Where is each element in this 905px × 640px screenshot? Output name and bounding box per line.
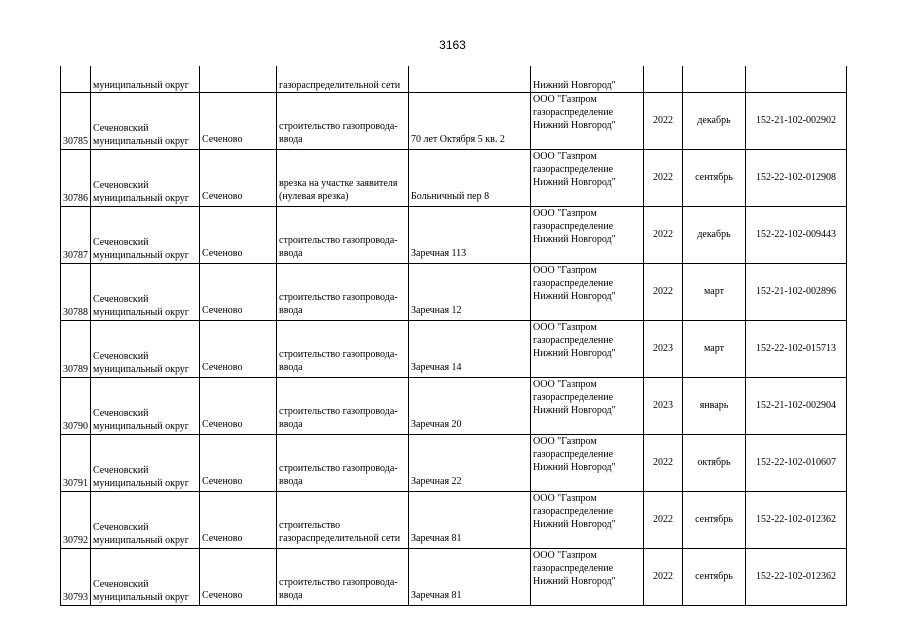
cell-settlement: Сеченово (200, 435, 277, 492)
cell-settlement (200, 66, 277, 93)
cell-district: Сеченовский муниципальный округ (91, 492, 200, 549)
cell-num: 30786 (61, 150, 91, 207)
cell-organization: ООО "Газпром газораспределение Нижний Новгород" (531, 435, 644, 492)
cell-code: 152-22-102-009443 (746, 207, 847, 264)
cell-work: строительство газораспределительной сети (277, 492, 409, 549)
cell-work: строительство газопровода- ввода (277, 321, 409, 378)
cell-num: 30793 (61, 549, 91, 606)
cell-settlement: Сеченово (200, 549, 277, 606)
cell-work: строительство газопровода- ввода (277, 207, 409, 264)
cell-settlement: Сеченово (200, 93, 277, 150)
cell-num (61, 66, 91, 93)
cell-address: Заречная 113 (409, 207, 531, 264)
cell-address: Заречная 81 (409, 492, 531, 549)
cell-settlement: Сеченово (200, 378, 277, 435)
table-row (61, 264, 847, 321)
table-row (61, 435, 847, 492)
cell-year: 2022 (644, 150, 683, 207)
cell-year: 2023 (644, 378, 683, 435)
cell-year: 2023 (644, 321, 683, 378)
cell-settlement: Сеченово (200, 264, 277, 321)
cell-address (409, 66, 531, 93)
cell-address: Заречная 14 (409, 321, 531, 378)
cell-district: Сеченовский муниципальный округ (91, 378, 200, 435)
cell-work: врезка на участке заявителя (нулевая врезка) (277, 150, 409, 207)
cell-address: Заречная 20 (409, 378, 531, 435)
cell-address: Заречная 81 (409, 549, 531, 606)
cell-num: 30789 (61, 321, 91, 378)
table-row-partial (61, 66, 847, 93)
cell-organization: ООО "Газпром газораспределение Нижний Новгород" (531, 207, 644, 264)
cell-year: 2022 (644, 264, 683, 321)
registry-table-body (61, 66, 847, 606)
cell-month: сентябрь (683, 492, 746, 549)
cell-organization: ООО "Газпром газораспределение Нижний Новгород" (531, 492, 644, 549)
cell-organization: ООО "Газпром газораспределение Нижний Новгород" (531, 321, 644, 378)
cell-organization: ООО "Газпром газораспределение Нижний Новгород" (531, 549, 644, 606)
cell-work: газораспределительной сети (277, 66, 409, 93)
table-row (61, 492, 847, 549)
cell-settlement: Сеченово (200, 207, 277, 264)
cell-month: январь (683, 378, 746, 435)
cell-code: 152-21-102-002896 (746, 264, 847, 321)
cell-district: Сеченовский муниципальный округ (91, 435, 200, 492)
cell-address: Заречная 12 (409, 264, 531, 321)
cell-num: 30788 (61, 264, 91, 321)
cell-settlement: Сеченово (200, 321, 277, 378)
table-row (61, 207, 847, 264)
table-row (61, 549, 847, 606)
cell-district: Сеченовский муниципальный округ (91, 549, 200, 606)
cell-organization: ООО "Газпром газораспределение Нижний Новгород" (531, 93, 644, 150)
cell-month: сентябрь (683, 549, 746, 606)
cell-month: март (683, 321, 746, 378)
cell-month: декабрь (683, 93, 746, 150)
cell-district: Сеченовский муниципальный округ (91, 150, 200, 207)
cell-year: 2022 (644, 549, 683, 606)
cell-work: строительство газопровода- ввода (277, 93, 409, 150)
cell-district: муниципальный округ (91, 66, 200, 93)
cell-month: сентябрь (683, 150, 746, 207)
cell-district: Сеченовский муниципальный округ (91, 264, 200, 321)
cell-num: 30787 (61, 207, 91, 264)
cell-work: строительство газопровода- ввода (277, 378, 409, 435)
cell-address: Больничный пер 8 (409, 150, 531, 207)
cell-code: 152-22-102-012908 (746, 150, 847, 207)
cell-month: октябрь (683, 435, 746, 492)
cell-code: 152-22-102-012362 (746, 492, 847, 549)
cell-organization: Нижний Новгород" (531, 66, 644, 93)
cell-num: 30791 (61, 435, 91, 492)
cell-address: Заречная 22 (409, 435, 531, 492)
cell-month: март (683, 264, 746, 321)
cell-code: 152-21-102-002904 (746, 378, 847, 435)
cell-address: 70 лет Октября 5 кв. 2 (409, 93, 531, 150)
cell-district: Сеченовский муниципальный округ (91, 93, 200, 150)
cell-code: 152-22-102-012362 (746, 549, 847, 606)
cell-code: 152-21-102-002902 (746, 93, 847, 150)
page-number: 3163 (439, 38, 466, 52)
table-row (61, 93, 847, 150)
cell-num: 30785 (61, 93, 91, 150)
cell-work: строительство газопровода- ввода (277, 264, 409, 321)
cell-year: 2022 (644, 492, 683, 549)
cell-work: строительство газопровода- ввода (277, 435, 409, 492)
cell-organization: ООО "Газпром газораспределение Нижний Новгород" (531, 378, 644, 435)
cell-organization: ООО "Газпром газораспределение Нижний Новгород" (531, 264, 644, 321)
cell-num: 30790 (61, 378, 91, 435)
table-row (61, 150, 847, 207)
cell-year: 2022 (644, 435, 683, 492)
cell-year: 2022 (644, 207, 683, 264)
cell-settlement: Сеченово (200, 150, 277, 207)
cell-district: Сеченовский муниципальный округ (91, 207, 200, 264)
cell-code: 152-22-102-015713 (746, 321, 847, 378)
cell-code: 152-22-102-010607 (746, 435, 847, 492)
registry-table (60, 66, 847, 606)
cell-settlement: Сеченово (200, 492, 277, 549)
cell-district: Сеченовский муниципальный округ (91, 321, 200, 378)
cell-year: 2022 (644, 93, 683, 150)
cell-num: 30792 (61, 492, 91, 549)
cell-year (644, 66, 683, 93)
table-row (61, 321, 847, 378)
table-row (61, 378, 847, 435)
cell-month: декабрь (683, 207, 746, 264)
cell-work: строительство газопровода- ввода (277, 549, 409, 606)
cell-organization: ООО "Газпром газораспределение Нижний Новгород" (531, 150, 644, 207)
cell-month (683, 66, 746, 93)
cell-code (746, 66, 847, 93)
